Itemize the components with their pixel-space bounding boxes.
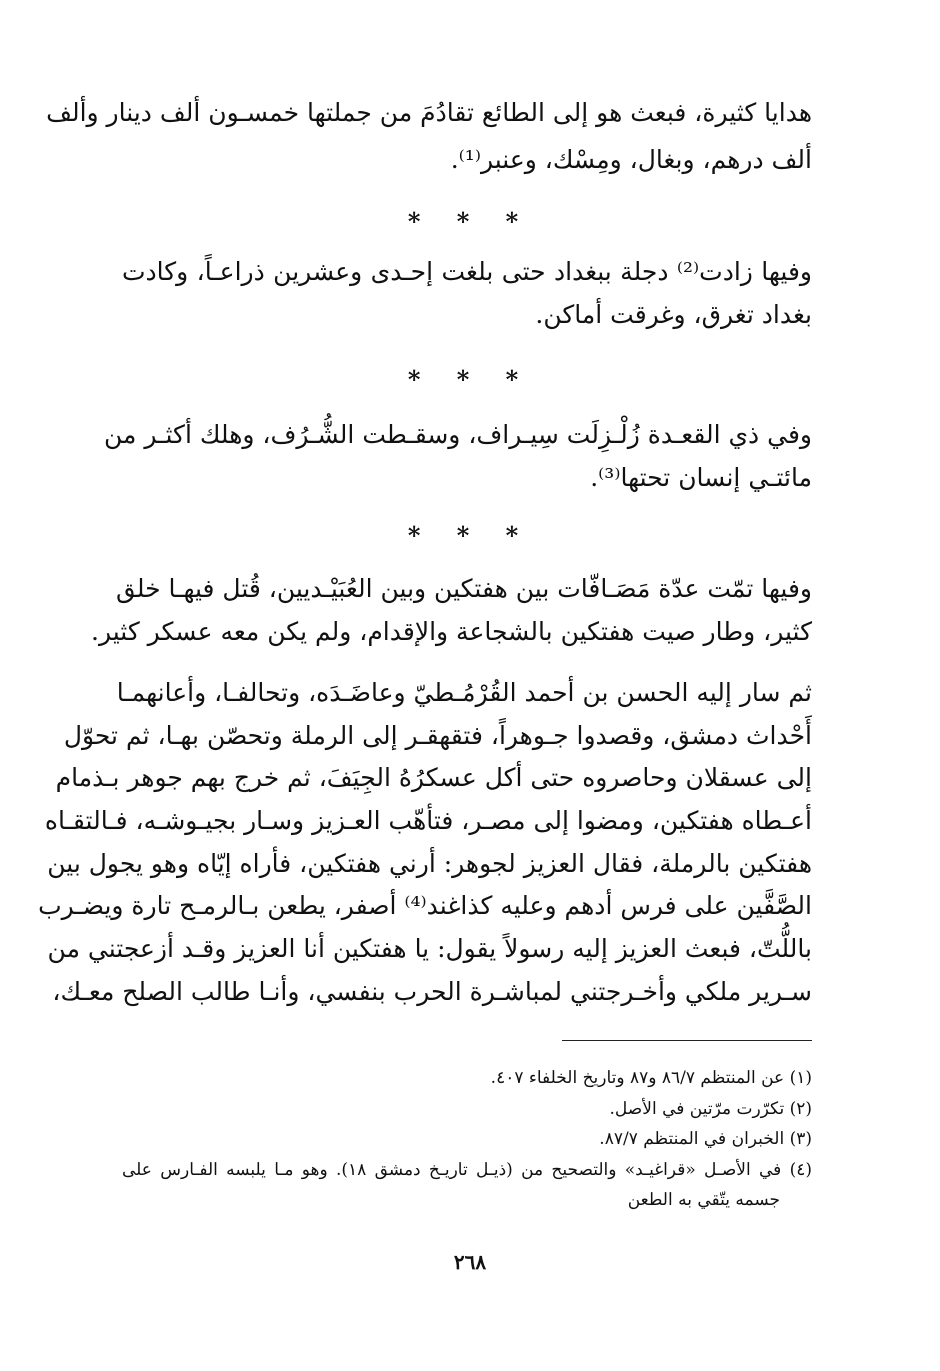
page-number: ٢٦٨: [453, 1250, 487, 1274]
text-line: كثير، وطار صيت هفتكين بالشجاعة والإقدام، ولم يكن معه عسكر كثير.: [91, 617, 812, 646]
text-line: بغداد تغرق، وغرقت أماكن.: [535, 300, 812, 329]
footnote-4: (٤) في الأصـل «قراغيـد» والتصحيح من (ذيـل تاريـخ دمشق ١٨). وهو مـا يلبسه الفـارس على: [122, 1160, 812, 1180]
text-line: سـرير ملكي وأخـرجتني لمباشـرة الحرب بنفسي، وأنـا طالب الصلح معـك،: [52, 977, 812, 1006]
text-line: ثم سار إليه الحسن بن أحمد القُرْمُـطيّ وعاضَـدَه، وتحالفـا، وأعانهمـا: [116, 678, 812, 707]
text-line: باللُّتّ، فبعث العزيز إليه رسولاً يقول: يا هفتكين أنا العزيز وقـد أزعجتني من: [47, 934, 812, 963]
section-separator: * * *: [407, 207, 533, 236]
text-line: هدايا كثيرة، فبعث هو إلى الطائع تقادُمَ من جملتها خمسـون ألف دينار وألف: [46, 98, 812, 127]
text-line: وفيها تمّت عدّة مَصَـافّات بين هفتكين وبين العُبَيْـديين، قُتل فيهـا خلق: [115, 574, 812, 603]
text-line: أعـطاه هفتكين، ومضوا إلى مصـر، فتأهّب العـزيز وسـار بجيـوشـه، فـالتقـاه: [44, 806, 812, 835]
text-line: مائتـي إنسان تحتها⁽³⁾.: [590, 463, 812, 492]
footnote-1: (١) عن المنتظم ٨٦/٧ و٨٧ وتاريخ الخلفاء ٤٠٧.: [490, 1068, 812, 1088]
footnote-4-continuation: جسمه يتّقي به الطعن: [627, 1190, 780, 1210]
text-line: أَحْداث دمشق، وقصدوا جـوهراً، فتقهقـر إلى الرملة وتحصّن بهـا، ثم تحوّل: [63, 721, 812, 750]
text-line: ألف درهم، وبغال، ومِسْك، وعنبر⁽¹⁾.: [450, 145, 812, 174]
text-line: وفي ذي القعـدة زُلْـزِلَت سِيـراف، وسقـطت الشُّـرُف، وهلك أكثـر من: [104, 420, 812, 449]
text-line: وفيها زادت⁽²⁾ دجلة ببغداد حتى بلغت إحـدى وعشرين ذراعـاً، وكادت: [122, 257, 812, 286]
text-line: إلى عسقلان وحاصروه حتى أكل عسكرُهُ الجِيَفَ، ثم خرج بهم جوهر بـذمام: [55, 763, 812, 792]
section-separator: * * *: [407, 365, 533, 394]
footnote-2: (٢) تكرّرت مرّتين في الأصل.: [609, 1099, 812, 1119]
footnote-rule: [562, 1040, 812, 1041]
text-line: هفتكين بالرملة، فقال العزيز لجوهر: أرني هفتكين، فأراه إيّاه وهو يجول بين: [47, 849, 812, 878]
footnote-3: (٣) الخبران في المنتظم ٨٧/٧.: [599, 1129, 812, 1149]
text-line: الصَّفَّين على فرس أدهم وعليه كذاغند⁽⁴⁾ أصفر، يطعن بـالرمـح تارة ويضـرب: [38, 891, 812, 920]
section-separator: * * *: [407, 521, 533, 550]
